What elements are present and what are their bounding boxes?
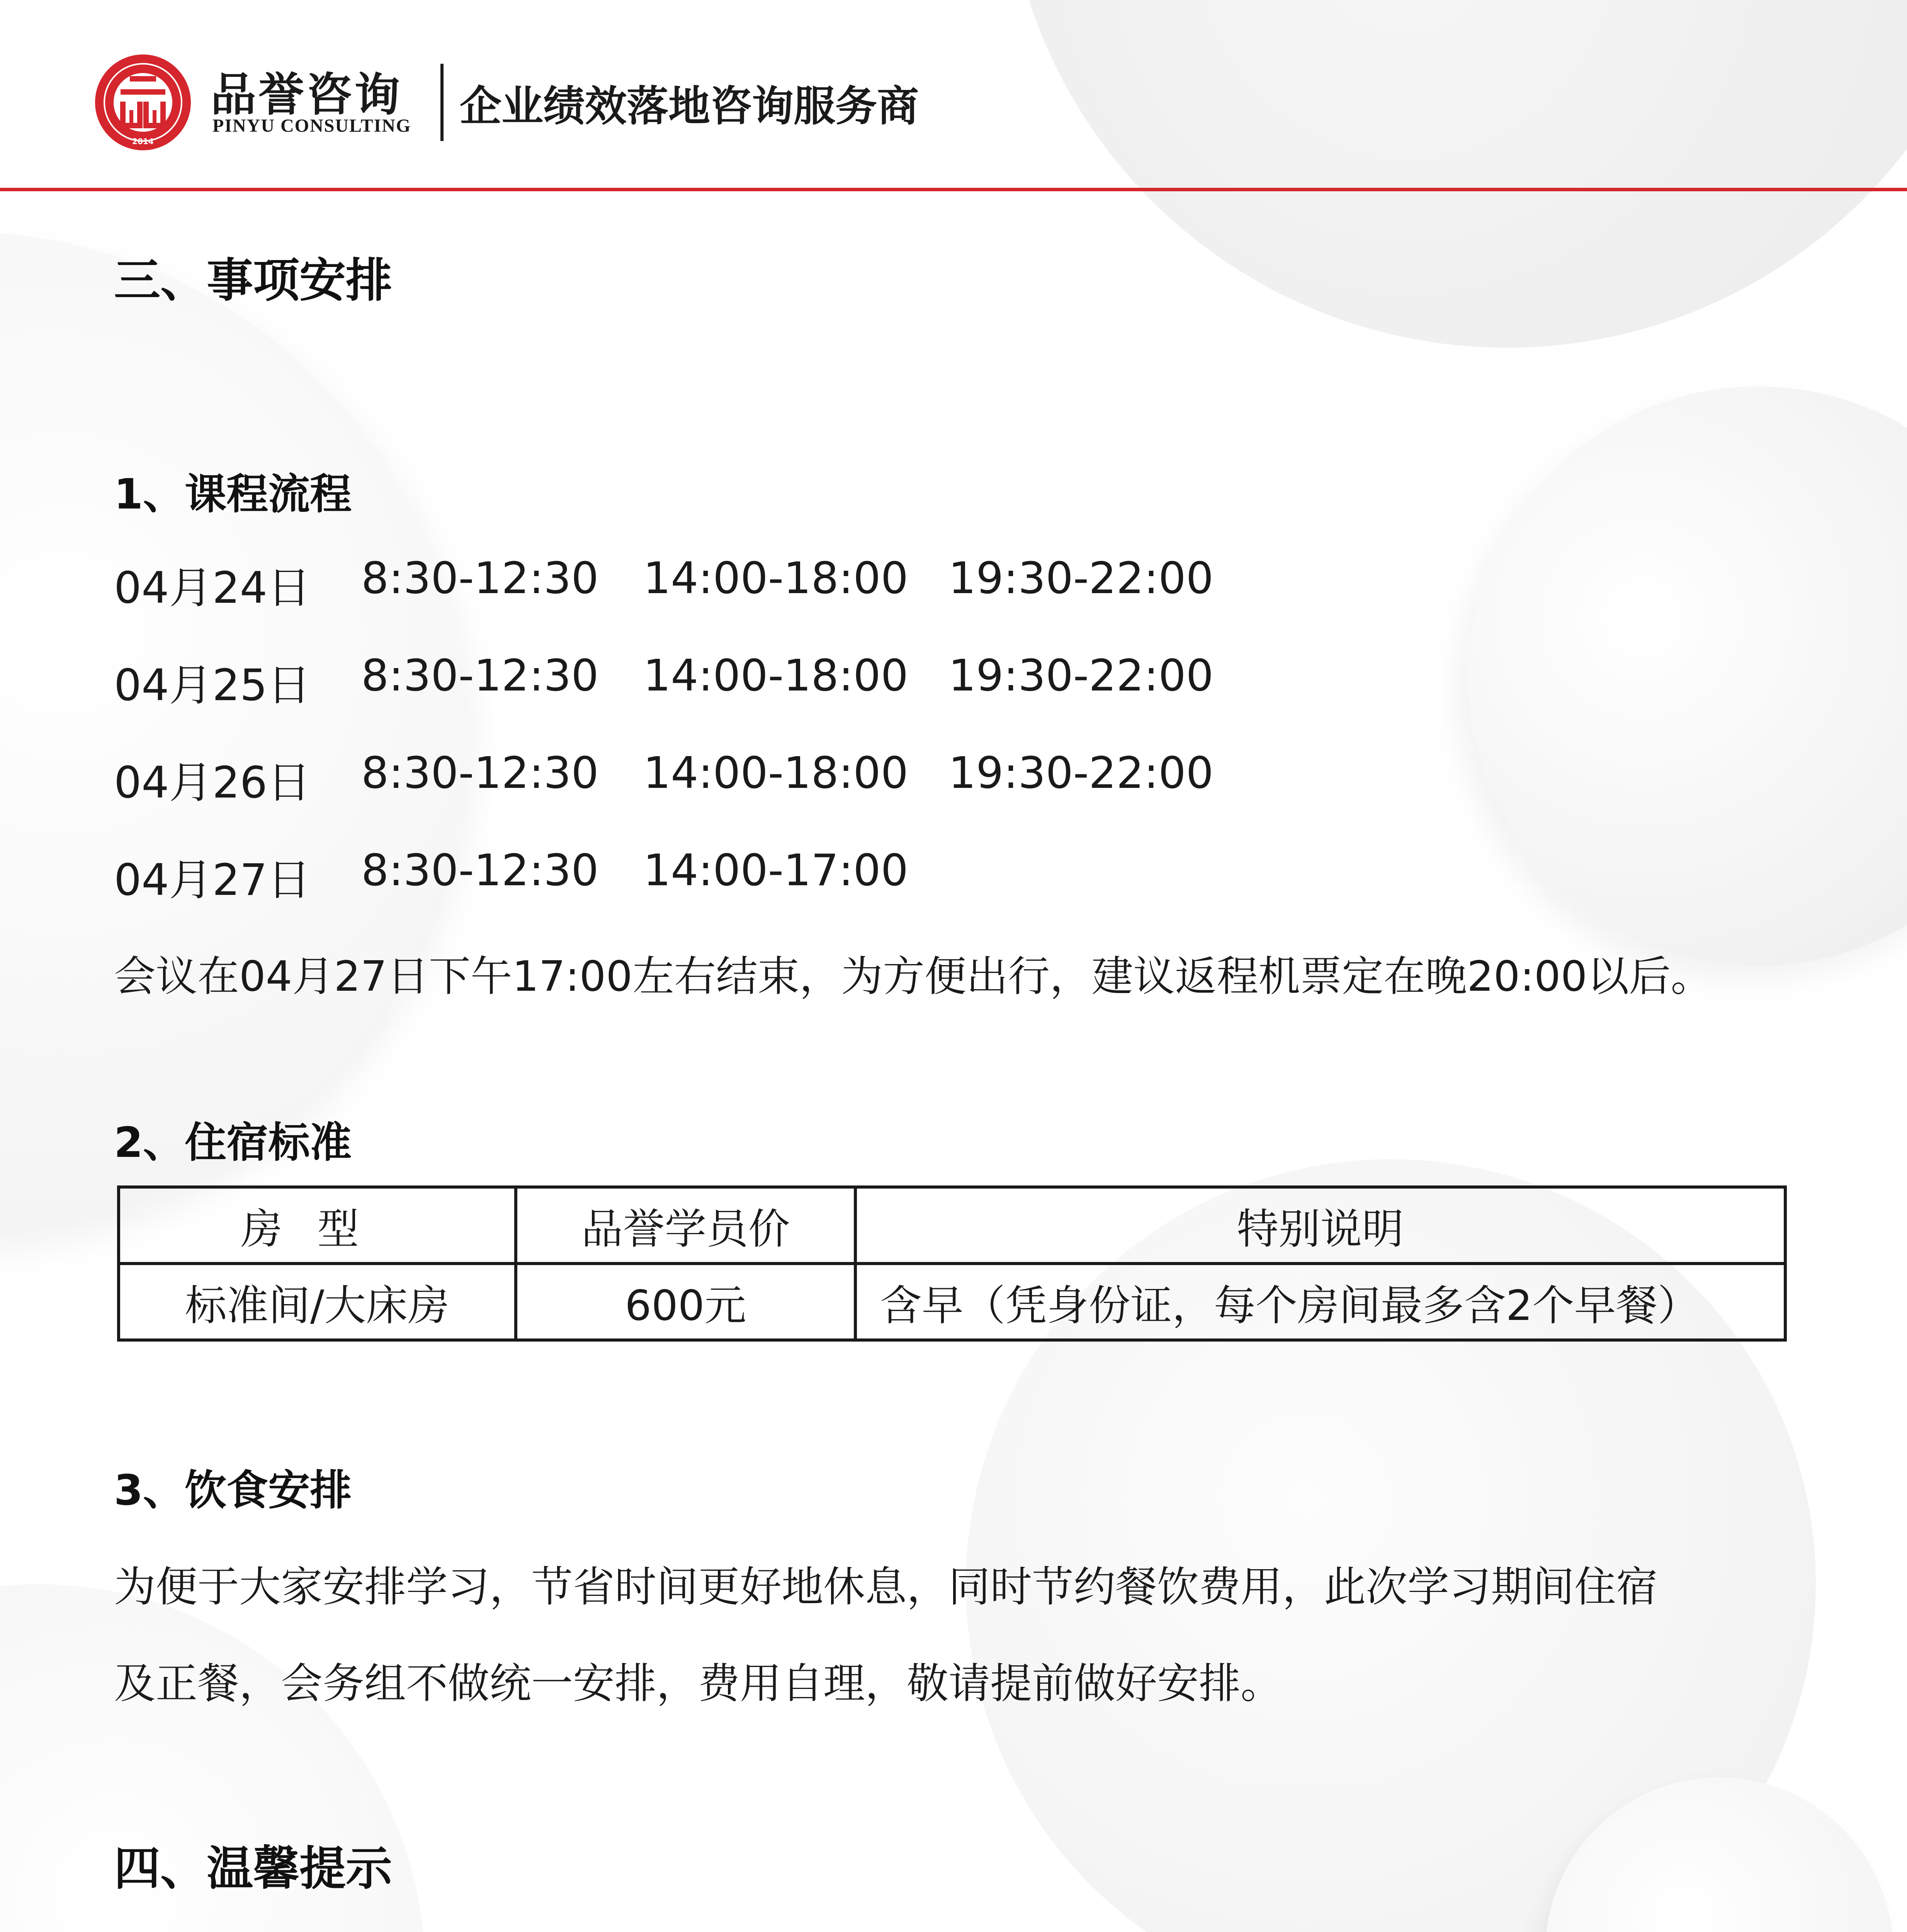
bg-circle [0,232,464,1236]
schedule-slot: 14:00-17:00 [643,845,908,896]
schedule-date: 04月25日 [114,660,311,711]
schedule-slot: 19:30-22:00 [948,553,1214,604]
table-row [119,1264,1785,1340]
schedule-slot: 8:30-12:30 [361,553,599,604]
meals-text-line: 及正餐，会务组不做统一安排，费用自理，敬请提前做好安排。 [114,1660,1283,1708]
brand-name-en: PINYU CONSULTING [212,116,411,136]
header-rule [0,188,1907,191]
lodging-table [117,1185,1787,1342]
pinyu-logo-icon [93,52,193,153]
table-header-cell: 品誉学员价 [516,1187,855,1264]
schedule-slot: 8:30-12:30 [361,651,599,701]
table-cell: 含早（凭身份证，每个房间最多含2个早餐） [855,1264,1785,1340]
header-divider [440,64,444,141]
subsection-title: 3、饮食安排 [114,1466,352,1515]
schedule-date: 04月27日 [114,855,311,905]
schedule-note: 会议在04月27日下午17:00左右结束，为方便出行，建议返程机票定在晚20:00以后。 [114,952,1713,1001]
schedule-slot: 19:30-22:00 [948,748,1214,798]
schedule-slot: 14:00-18:00 [643,553,908,604]
brand-tagline: 企业绩效落地咨询服务商 [460,82,919,131]
section-title: 四、温馨提示 [114,1842,392,1896]
svg-text:2014: 2014 [132,137,154,146]
schedule-slot: 19:30-22:00 [948,651,1214,701]
table-header-cell: 特别说明 [855,1187,1785,1264]
schedule-date: 04月24日 [114,563,311,613]
table-header-row [119,1187,1785,1264]
subsection-title: 2、住宿标准 [114,1119,352,1167]
section-title: 三、事项安排 [114,254,392,308]
page-header [0,0,1907,193]
table-cell: 600元 [516,1264,855,1340]
brand-name-cn: 品誉咨询 [211,68,403,121]
schedule-slot: 14:00-18:00 [643,748,908,798]
subsection-title: 1、课程流程 [114,470,352,519]
schedule-slot: 8:30-12:30 [361,748,599,798]
table-header-cell: 房型 [119,1187,516,1264]
bg-circle [1468,386,1907,966]
meals-text-line: 为便于大家安排学习，节省时间更好地休息，同时节约餐饮费用，此次学习期间住宿 [114,1563,1658,1611]
schedule-slot: 8:30-12:30 [361,845,599,896]
table-cell: 标准间/大床房 [119,1264,516,1340]
schedule-date: 04月26日 [114,758,311,808]
schedule-slot: 14:00-18:00 [643,651,908,701]
